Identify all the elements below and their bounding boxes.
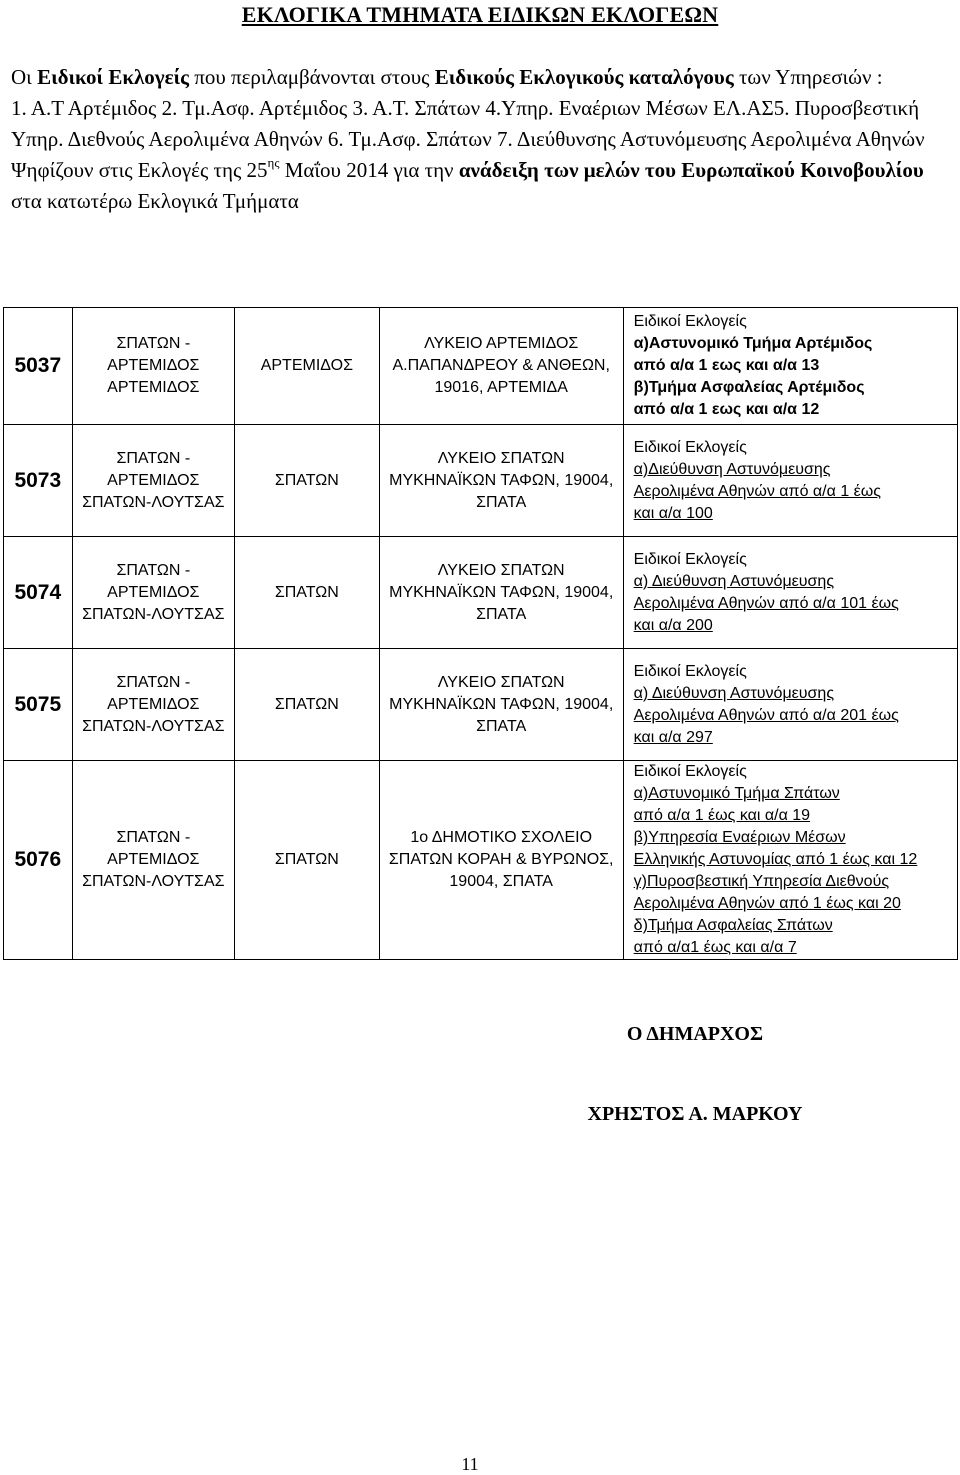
special-voters: [623, 308, 957, 425]
special-voters-line: α)Διεύθυνση Αστυνόμευσης: [633, 460, 831, 478]
polling-sections-table: [3, 307, 958, 960]
polling-station: ΛΥΚΕΙΟ ΑΡΤΕΜΙΔΟΣ Α.ΠΑΠΑΝΔΡΕΟΥ & ΑΝΘΕΩΝ, 19016, ΑΡΤΕΜΙΔΑ: [379, 308, 623, 425]
special-voters-line: από α/α1 έως και α/α 7: [633, 939, 797, 956]
special-voters: [623, 649, 957, 761]
special-voters-line: Αερολιμένα Αθηνών από 1 έως και 20: [633, 895, 901, 912]
intro-text: [11, 62, 946, 217]
special-voters-line: γ)Πυροσβεστική Υπηρεσία Διεθνούς: [633, 873, 890, 890]
intro-text-fragment: στα κατωτέρω Εκλογικά Τμήματα: [11, 189, 299, 213]
special-voters-line: και α/α 200: [633, 616, 713, 634]
table-row: [4, 425, 958, 537]
intro-text-fragment: που περιλαμβάνονται στους: [188, 65, 435, 89]
municipality: ΣΠΑΤΩΝ - ΑΡΤΕΜΙΔΟΣ ΣΠΑΤΩΝ-ΛΟΥΤΣΑΣ: [72, 761, 234, 960]
polling-station: 1ο ΔΗΜΟΤΙΚΟ ΣΧΟΛΕΙΟ ΣΠΑΤΩΝ ΚΟΡΑΗ & ΒΥΡΩΝΟΣ, 19004, ΣΠΑΤΑ: [379, 761, 623, 960]
special-voters-line: από α/α 1 έως και α/α 19: [633, 807, 811, 824]
special-voters-line: Ελληνικής Αστυνομίας από 1 έως και 12: [633, 851, 918, 868]
special-voters: [623, 537, 957, 649]
table-row: [4, 761, 958, 960]
intro-text-fragment: Οι: [11, 65, 38, 89]
special-voters-line: από α/α 1 εως και α/α 13: [633, 357, 820, 374]
district: ΣΠΑΤΩΝ: [234, 761, 379, 960]
special-voters-header: Ειδικοί Εκλογείς: [633, 763, 747, 780]
section-number: 5075: [4, 649, 73, 761]
table-row: [4, 649, 958, 761]
special-voters-header: Ειδικοί Εκλογείς: [633, 662, 747, 680]
special-voters: [623, 761, 957, 960]
district: ΑΡΤΕΜΙΔΟΣ: [234, 308, 379, 425]
section-number: 5073: [4, 425, 73, 537]
ordinal-suffix: ης: [267, 155, 280, 170]
municipality: ΣΠΑΤΩΝ - ΑΡΤΕΜΙΔΟΣ ΑΡΤΕΜΙΔΟΣ: [72, 308, 234, 425]
intro-paragraph-2: 1. Α.Τ Αρτέμιδος 2. Τμ.Ασφ. Αρτέμιδος 3. Α.Τ. Σπάτων 4.Υπηρ. Εναέριων Μέσων ΕΛ.ΑΣ5. Πυροσβεστική Υπηρ. Διεθνούς Αερολιμένα Αθηνών 6. Τμ.Ασφ. Σπάτων 7. Διεύθυνσης Αστυνόμευσης Αερολιμένα Αθηνών: [11, 96, 925, 151]
special-voters-line: α)Αστυνομικό Τμήμα Σπάτων: [633, 785, 840, 802]
section-number: 5037: [4, 308, 73, 425]
intro-text-fragment: Ψηφίζουν στις Εκλογές της 25: [11, 158, 268, 182]
special-voters-line: δ)Τμήμα Ασφαλείας Σπάτων: [633, 917, 833, 934]
intro-text-fragment: των Υπηρεσιών :: [733, 65, 883, 89]
district: ΣΠΑΤΩΝ: [234, 425, 379, 537]
municipality: ΣΠΑΤΩΝ - ΑΡΤΕΜΙΔΟΣ ΣΠΑΤΩΝ-ΛΟΥΤΣΑΣ: [72, 537, 234, 649]
district: ΣΠΑΤΩΝ: [234, 537, 379, 649]
intro-bold-fragment: ανάδειξη των μελών του Ευρωπαϊκού Κοινοβουλίου: [458, 158, 924, 182]
special-voters-line: α)Αστυνομικό Τμήμα Αρτέμιδος: [633, 335, 873, 352]
polling-station: ΛΥΚΕΙΟ ΣΠΑΤΩΝ ΜΥΚΗΝΑΪΚΩΝ ΤΑΦΩΝ, 19004, ΣΠΑΤΑ: [379, 425, 623, 537]
section-number: 5074: [4, 537, 73, 649]
special-voters-line: β)Τμήμα Ασφαλείας Αρτέμιδος: [633, 379, 865, 396]
polling-station: ΛΥΚΕΙΟ ΣΠΑΤΩΝ ΜΥΚΗΝΑΪΚΩΝ ΤΑΦΩΝ, 19004, ΣΠΑΤΑ: [379, 649, 623, 761]
special-voters-line: και α/α 297: [633, 728, 713, 746]
special-voters-header: Ειδικοί Εκλογείς: [633, 438, 747, 456]
page-number: 11: [461, 1454, 479, 1474]
polling-station: ΛΥΚΕΙΟ ΣΠΑΤΩΝ ΜΥΚΗΝΑΪΚΩΝ ΤΑΦΩΝ, 19004, ΣΠΑΤΑ: [379, 537, 623, 649]
document-title: ΕΚΛΟΓΙΚΑ ΤΜΗΜΑΤΑ ΕΙΔΙΚΩΝ ΕΚΛΟΓΕΩΝ: [241, 2, 719, 27]
municipality: ΣΠΑΤΩΝ - ΑΡΤΕΜΙΔΟΣ ΣΠΑΤΩΝ-ΛΟΥΤΣΑΣ: [72, 649, 234, 761]
special-voters-header: Ειδικοί Εκλογείς: [633, 313, 747, 330]
intro-paragraph-3: [11, 155, 946, 217]
special-voters-line: α) Διεύθυνση Αστυνόμευσης: [633, 684, 835, 702]
table-row: [4, 537, 958, 649]
table-row: [4, 308, 958, 425]
special-voters-header: Ειδικοί Εκλογείς: [633, 550, 747, 568]
special-voters-line: και α/α 100: [633, 504, 713, 522]
intro-bold-fragment: Ειδικοί Εκλογείς: [37, 65, 189, 89]
intro-text-fragment: Μαΐου 2014 για την: [279, 158, 459, 182]
special-voters: [623, 425, 957, 537]
intro-paragraph-1: [11, 62, 946, 93]
district: ΣΠΑΤΩΝ: [234, 649, 379, 761]
special-voters-line: α) Διεύθυνση Αστυνόμευσης: [633, 572, 835, 590]
special-voters-line: από α/α 1 εως και α/α 12: [633, 401, 820, 418]
section-number: 5076: [4, 761, 73, 960]
special-voters-line: Αερολιμένα Αθηνών από α/α 1 έως: [633, 482, 881, 500]
special-voters-line: Αερολιμένα Αθηνών από α/α 101 έως: [633, 594, 899, 612]
special-voters-line: β)Υπηρεσία Εναέριων Μέσων: [633, 829, 846, 846]
signature-role: Ο ΔΗΜΑΡΧΟΣ: [626, 1023, 764, 1045]
signature-name: ΧΡΗΣΤΟΣ Α. ΜΑΡΚΟΥ: [587, 1103, 803, 1125]
municipality: ΣΠΑΤΩΝ - ΑΡΤΕΜΙΔΟΣ ΣΠΑΤΩΝ-ΛΟΥΤΣΑΣ: [72, 425, 234, 537]
special-voters-line: Αερολιμένα Αθηνών από α/α 201 έως: [633, 706, 899, 724]
intro-bold-fragment: Ειδικούς Εκλογικούς καταλόγους: [434, 65, 734, 89]
